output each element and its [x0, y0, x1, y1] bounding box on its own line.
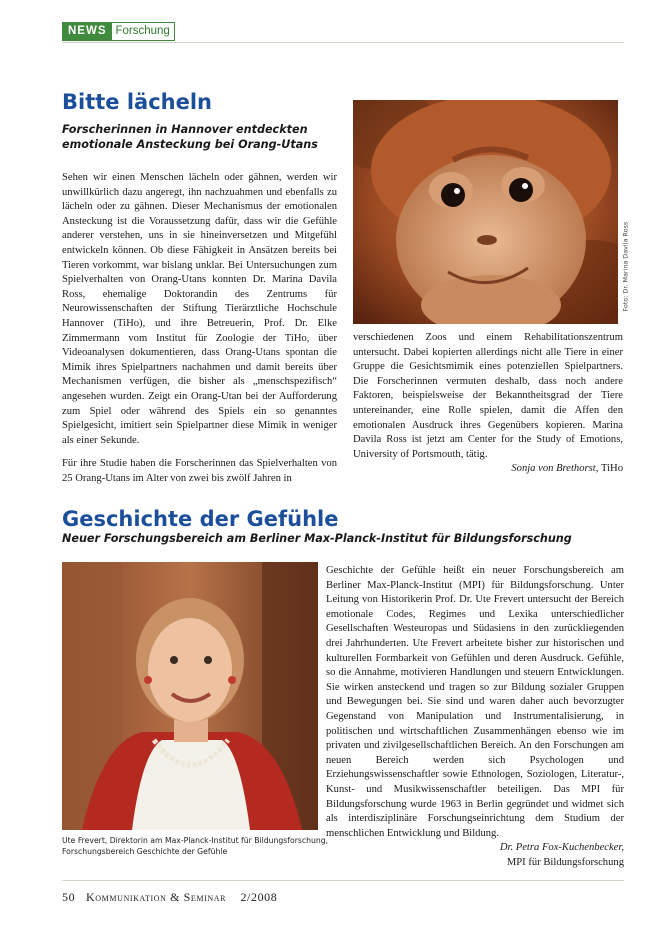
footer-divider	[62, 880, 624, 881]
orangutan-photo	[353, 100, 618, 324]
article1-paragraph2a: Für ihre Studie haben die Forscherinnen das Spielverhalten von 25 Orang-Utans im Alter von zwei bis zwölf Jahren in	[62, 458, 337, 484]
article2-subtitle: Neuer Forschungsbereich am Berliner Max-Planck-Institut für Bildungsforschung	[62, 532, 572, 545]
article1-paragraph2b: verschiedenen Zoos und einem Rehabilitationszentrum untersucht. Dabei kopierten allerdings nicht alle Tiere in einer Gruppe die Gesichtsmimik eines potenziellen Spielpartners. Die Forscherinnen vermuten deshalb, dass noch andere Faktoren, beispielsweise der Bekanntheitsgrad der Tiere untereinander, eine Rolle spielen, damit die Affen den emotionalen Ausdruck ihres Gegenübers kopieren. Marina Davila Ross ist jetzt am Center for the Study of Emotions, University of Portsmouth, tätig.	[353, 332, 623, 460]
article1-column2	[353, 331, 623, 477]
portrait-caption: Ute Frevert, Direktorin am Max-Planck-Institut für Bildungsforschung, Forschungsbereich Geschichte der Gefühle	[62, 836, 329, 856]
article2-author: Dr. Petra Fox-Kuchenbecker,	[499, 842, 624, 854]
category-label: Forschung	[112, 23, 174, 40]
page-number: 50	[62, 890, 76, 904]
article1-title: Bitte lächeln	[62, 90, 212, 114]
article1-column1	[62, 171, 337, 486]
issue-number: 2/2008	[240, 890, 278, 904]
header-divider	[62, 42, 624, 43]
article2-column	[326, 564, 624, 870]
article1-author: Sonja von Brethorst,	[511, 463, 599, 475]
article2-author-org: MPI für Bildungsforschung	[506, 856, 624, 868]
news-label: NEWS	[63, 23, 112, 40]
portrait-photo	[62, 562, 318, 830]
article2-title: Geschichte der Gefühle	[62, 507, 339, 531]
article1-author-org: TiHo	[601, 463, 623, 475]
article1-signature	[353, 462, 623, 477]
article2-body: Geschichte der Gefühle heißt ein neuer Forschungsbereich am Berliner Max-Planck-Institut (MPI) für Bildungsforschung. Unter Leitung von Historikerin Prof. Dr. Ute Frevert untersucht der Bereich emotionale Codes, Regimes und Lexika unterschiedlicher Gesellschaften Westeuropas und Südasiens in den zurückliegenden drei Jahrhunderten. Ute Frevert arbeitete bisher zur historischen und kulturellen Formbarkeit von Gefühlen und deren Ausdruck. Gefühle, so die Annahme, motivieren Handlungen und steuern Entwicklungen. Sie wirken ansteckend und tragen so zur Bildung sozialer Gruppen und Bewegungen bei. Sie sind und waren daher auch bevorzugter Gegenstand von Manipulation und Instrumentalisierung, in politischen und wirtschaftlichen Zusammenhängen ebenso wie im privaten und zivilgesellschaftlichen Bereich. An den Forschungen am neuen Bereich werden sich Psychologen und Erziehungswissenschaftler sowie Ethnologen, Soziologen, Literatur-, Kunst- und Musikwissenschaftler beteiligen. Das MPI für Bildungsforschung wurde 1963 in Berlin gegründet und widmet sich als interdisziplinäre Forschungseinrichtung dem Studium der menschlichen Entwicklung und Bildung.	[326, 565, 624, 839]
photo-credit: Foto: Dr. Marina Davila Ross	[621, 221, 630, 312]
article1-subtitle: Forscherinnen in Hannover entdeckten emotionale Ansteckung bei Orang-Utans	[62, 123, 318, 151]
section-tag	[62, 22, 175, 41]
magazine-name: Kommunikation & Seminar	[86, 890, 227, 904]
article1-paragraph1: Sehen wir einen Menschen lächeln oder gähnen, werden wir unwillkürlich dazu angeregt, ihn nachzuahmen und ebenfalls zu lächeln oder zu gähnen. Dieser Mechanismus der emotionalen Ansteckung ist die Voraussetzung dafür, dass wir die Gefühle anderer verstehen, uns in sie hineinversetzen und Mitgefühl entwickeln können. Ob diese Fähigkeit in Ansätzen bereits bei Tieren vorkommt, war bislang unklar. Bei Untersuchungen zum Spielverhalten von Orang-Utans konnten Dr. Marina Davila Ross, ehemalige Doktorandin des Zentrums für Neurowissenschaften der Stiftung Tierärztliche Hochschule Hannover (TiHo), und ihre Betreuerin, Prof. Dr. Elke Zimmermann vom Institut für Zoologie der TiHo, über Videoanalysen dokumentieren, dass Orang-Utans spontan die Mimik ihres Spielpartners nachahmen und damit bereits über Mechanismen verfügen, die bisher als „menschspezifisch“ angesehen wurden. Zeigt ein Orang-Utan bei der Aufforderung zum Spiel oder während des Spiels ein so genanntes Spielgesicht, imitiert sein Spielpartner diese Mimik in weniger als einer Sekunde.	[62, 172, 337, 446]
footer	[62, 890, 277, 905]
